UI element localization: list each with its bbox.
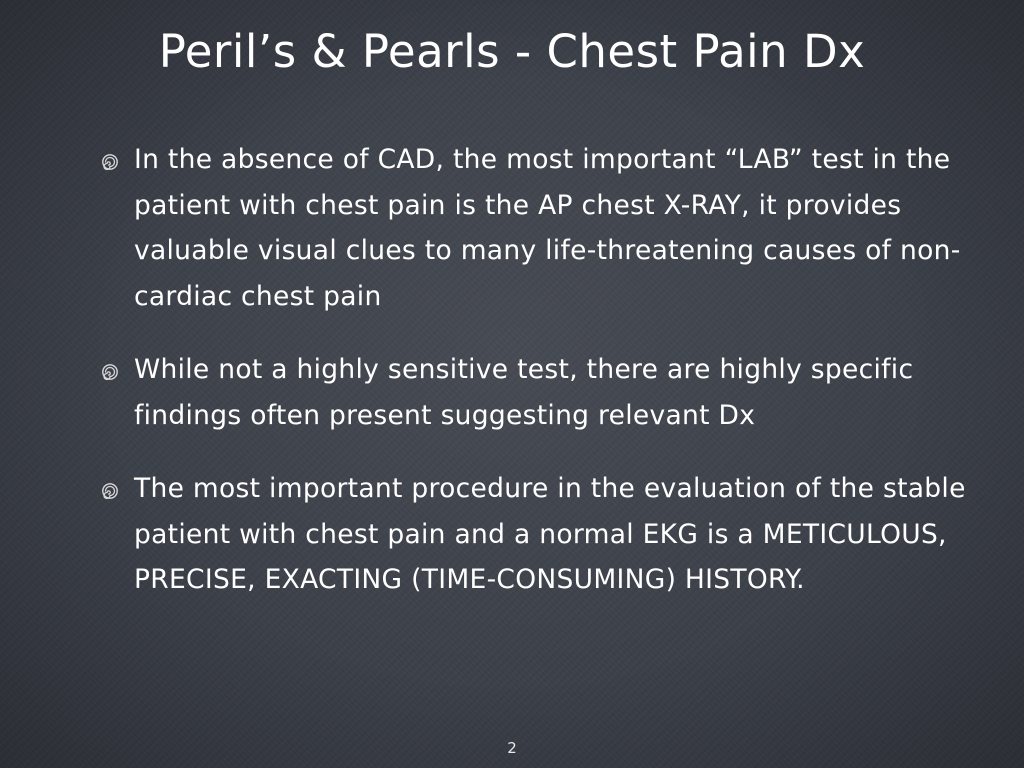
slide-title: Peril’s & Pearls - Chest Pain Dx xyxy=(158,25,866,78)
page-number: 2 xyxy=(507,739,517,757)
bullet-item xyxy=(100,137,980,319)
swirl-bullet-icon xyxy=(100,481,120,501)
bullet-text: The most important procedure in the evaluation of the stable patient with chest pain and a normal EKG is a METICULOUS, PRECISE, EXACTING (TIME-CONSUMING) HISTORY. xyxy=(134,473,966,595)
swirl-bullet-icon xyxy=(100,362,120,382)
bullet-text: In the absence of CAD, the most important “LAB” test in the patient with chest pain is the AP chest X-RAY, it provides valuable visual clues to many life-threatening causes of non-cardiac chest pain xyxy=(134,144,961,312)
bullet-item xyxy=(100,466,980,603)
swirl-bullet-icon xyxy=(100,152,120,172)
bullet-item xyxy=(100,347,980,438)
bullet-list xyxy=(100,137,980,603)
bullet-text: While not a highly sensitive test, there are highly specific findings often present suggesting relevant Dx xyxy=(134,354,914,431)
